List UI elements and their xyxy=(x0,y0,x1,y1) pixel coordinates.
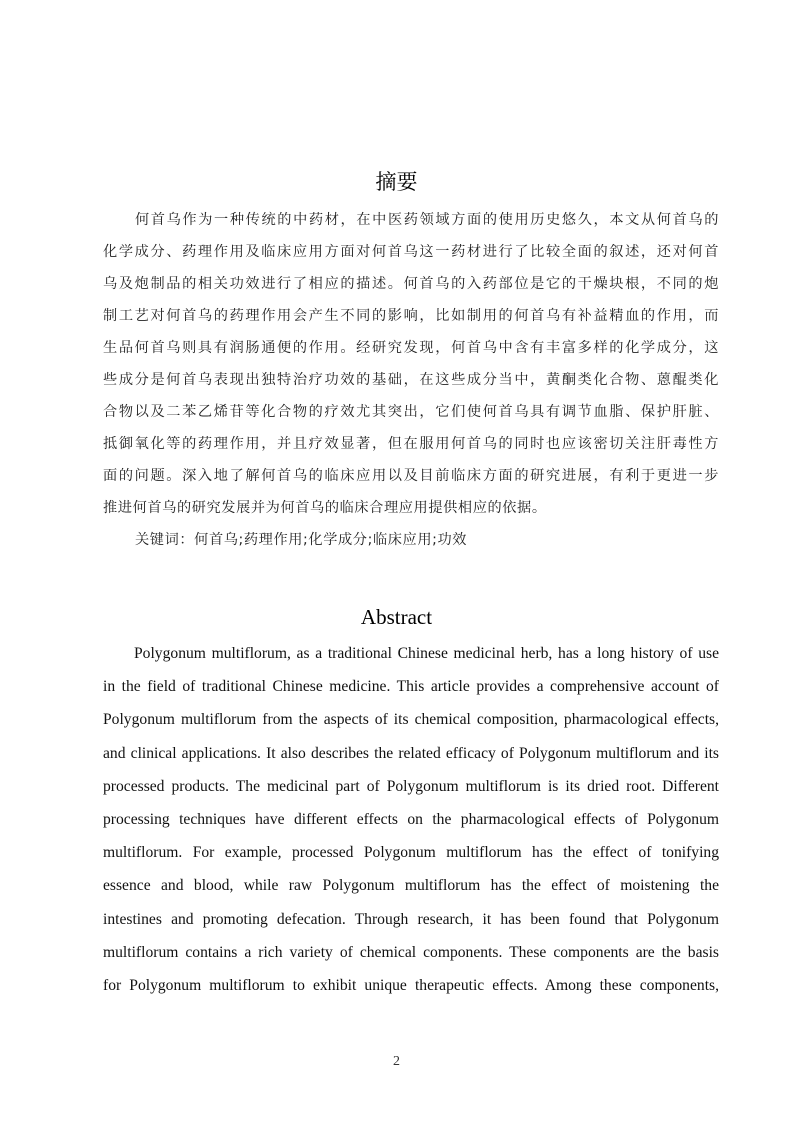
chinese-abstract-body xyxy=(103,204,719,556)
chinese-abstract-line: 推进何首乌的研究发展并为何首乌的临床合理应用提供相应的依据。 xyxy=(103,500,547,516)
page-number: 2 xyxy=(393,1054,400,1069)
english-abstract-line: Polygonum multiflorum, as a traditional Chinese medicinal herb, has a long history of use xyxy=(134,645,719,662)
english-abstract-line: Polygonum multiflorum from the aspects of its chemical composition, pharmacological effects, xyxy=(103,711,719,729)
english-abstract-line: multiflorum. For example, processed Polygonum multiflorum has the effect of tonifying xyxy=(103,844,719,862)
chinese-abstract-line: 生品何首乌则具有润肠通便的作用。经研究发现，何首乌中含有丰富多样的化学成分，这 xyxy=(103,340,719,356)
chinese-abstract-line: 些成分是何首乌表现出独特治疗功效的基础，在这些成分当中，黄酮类化合物、蒽醌类化 xyxy=(103,372,719,388)
chinese-abstract-line: 化学成分、药理作用及临床应用方面对何首乌这一药材进行了比较全面的叙述，还对何首 xyxy=(103,244,719,260)
english-abstract-line: for Polygonum multiflorum to exhibit unique therapeutic effects. Among these components, xyxy=(103,976,719,994)
chinese-abstract-line: 面的问题。深入地了解何首乌的临床应用以及目前临床方面的研究进展，有利于更进一步 xyxy=(103,468,719,484)
english-abstract-line: multiflorum contains a rich variety of chemical components. These components are the basis xyxy=(103,943,719,961)
english-abstract-line: essence and blood, while raw Polygonum multiflorum has the effect of moistening the xyxy=(103,877,719,895)
english-abstract-line: in the field of traditional Chinese medicine. This article provides a comprehensive account of xyxy=(103,678,719,696)
english-abstract-line: and clinical applications. It also describes the related efficacy of Polygonum multiflorum and its xyxy=(103,744,719,762)
english-abstract-line: processing techniques have different effects on the pharmacological effects of Polygonum xyxy=(103,810,719,828)
chinese-abstract-line: 合物以及二苯乙烯苷等化合物的疗效尤其突出，它们使何首乌具有调节血脂、保护肝脏、 xyxy=(103,404,719,420)
english-abstract-body xyxy=(103,637,719,1002)
english-abstract-title: Abstract xyxy=(360,605,433,629)
chinese-abstract-title: 摘要 xyxy=(375,170,418,194)
chinese-abstract-line: 抵御氧化等的药理作用，并且疗效显著，但在服用何首乌的同时也应该密切关注肝毒性方 xyxy=(103,436,719,452)
chinese-abstract-line: 何首乌作为一种传统的中药材，在中医药领域方面的使用历史悠久，本文从何首乌的 xyxy=(135,212,719,228)
chinese-abstract-line: 乌及炮制品的相关功效进行了相应的描述。何首乌的入药部位是它的干燥块根，不同的炮 xyxy=(103,276,719,292)
chinese-abstract-line: 制工艺对何首乌的药理作用会产生不同的影响，比如制用的何首乌有补益精血的作用，而 xyxy=(103,308,719,324)
english-abstract-line: intestines and promoting defecation. Through research, it has been found that Polygonum xyxy=(103,910,719,928)
english-abstract-line: processed products. The medicinal part of Polygonum multiflorum is its dried root. Different xyxy=(103,777,719,795)
chinese-keywords: 关键词：何首乌;药理作用;化学成分;临床应用;功效 xyxy=(135,532,468,548)
